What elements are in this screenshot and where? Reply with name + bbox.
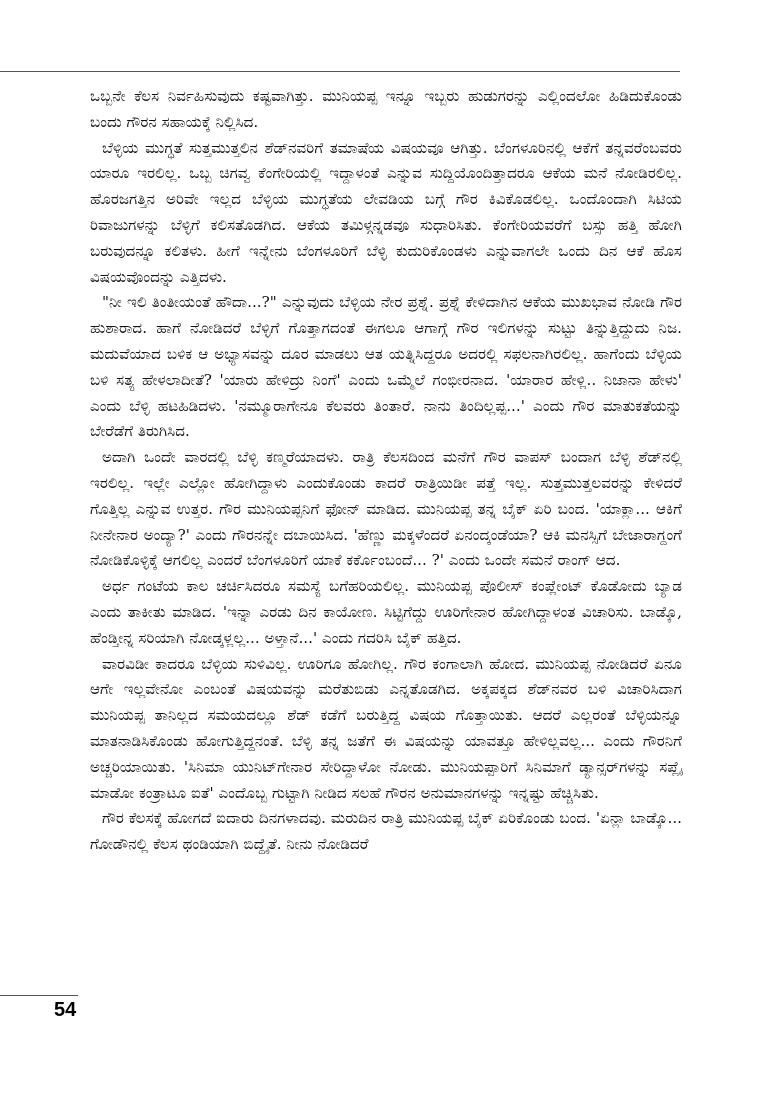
paragraph: ವಾರವಿಡೀ ಕಾದರೂ ಬೆಳ್ಳಿಯ ಸುಳಿವಿಲ್ಲ. ಊರಿಗೂ ಹೋಗಿಲ್ಲ. ಗೌರ ಕಂಗಾಲಾಗಿ ಹೋದ. ಮುನಿಯಪ್ಪ ನೋಡಿದರೆ ಏನೂ ಆಗೇ ಇಲ್ಲವೇನೋ ಎಂಬಂತೆ ವಿಷಯವನ್ನು ಮರೆತುಬಿಡು ಎನ್ನತೊಡಗಿದ. ಅಕ್ಕಪಕ್ಕದ ಶೆಡ್‌ನವರ ಬಳಿ ವಿಚಾರಿಸಿದಾಗ ಮುನಿಯಪ್ಪ ತಾನಿಲ್ಲದ ಸಮಯದಲ್ಲೂ ಶೆಡ್ ಕಡೆಗೆ ಬರುತ್ತಿದ್ದ ವಿಷಯ ಗೊತ್ತಾಯಿತು. ಆದರೆ ಎಲ್ಲರಂತೆ ಬೆಳ್ಳಿಯನ್ನೂ ಮಾತನಾಡಿಸಿಕೊಂಡು ಹೋಗುತ್ತಿದ್ದನಂತೆ. ಬೆಳ್ಳಿ ತನ್ನ ಜತೆಗೆ ಈ ವಿಷಯನ್ನು ಯಾವತ್ತೂ ಹೇಳಿಲ್ಲವಲ್ಲ... ಎಂದು ಗೌರನಿಗೆ ಅಚ್ಚರಿಯಾಯಿತು. 'ಸಿನಿಮಾ ಯುನಿಟ್‌ಗೇನಾರ ಸೇರಿದ್ದಾಳೋ ನೋಡು. ಮುನಿಯಪ್ಪಾರಿಗೆ ಸಿನಿಮಾಗೆ ಡ್ಯಾನ್ಸರ್‌ಗಳನ್ನು ಸಪ್ಲೈ ಮಾಡೋ ಕಂತ್ರಾಟೂ ಐತೆ' ಎಂದೊಬ್ಬ ಗುಟ್ಟಾಗಿ ನೀಡಿದ ಸಲಹೆ ಗೌರನ ಅನುಮಾನಗಳನ್ನು ಇನ್ನಷ್ಟು ಹೆಚ್ಚಿಸಿತು. [90, 654, 682, 802]
paragraph: ಒಬ್ಬನೇ ಕೆಲಸ ನಿರ್ವಹಿಸುವುದು ಕಷ್ಟವಾಗಿತ್ತು. ಮುನಿಯಪ್ಪ ಇನ್ನೂ ಇಬ್ಬರು ಹುಡುಗರನ್ನು ಎಲ್ಲಿಂದಲೋ ಹಿಡಿದುಕೊಂಡು ಬಂದು ಗೌರನ ಸಹಾಯಕ್ಕೆ ನಿಲ್ಲಿಸಿದ. [90, 87, 682, 131]
paragraph: ಗೌರ ಕೆಲಸಕ್ಕೆ ಹೋಗದೆ ಐದಾರು ದಿನಗಳಾದವು. ಮರುದಿನ ರಾತ್ರಿ ಮುನಿಯಪ್ಪ ಬೈಕ್ ಏರಿಕೊಂಡು ಬಂದ. 'ಏನ್ಲಾ ಬಾಡ್ಕೊ... ಗೋಡೌನಲ್ಲಿ ಕೆಲಸ ಥಂಡಿಯಾಗಿ ಬಿದ್ದೈತೆ. ನೀನು ನೋಡಿದರೆ [90, 809, 682, 854]
paragraph: ಬೆಳ್ಳಿಯ ಮುಗ್ಧತೆ ಸುತ್ತಮುತ್ತಲಿನ ಶೆಡ್‌ನವರಿಗೆ ತಮಾಷೆಯ ವಿಷಯವೂ ಆಗಿತ್ತು. ಬೆಂಗಳೂರಿನಲ್ಲಿ ಆಕೆಗೆ ತನ್ನವರೆಂಬವರು ಯಾರೂ ಇರಲಿಲ್ಲ. ಒಬ್ಬ ಚಿಗವ್ವ ಕೆಂಗೇರಿಯಲ್ಲಿ ಇದ್ದಾಳಂತೆ ಎನ್ನುವ ಸುದ್ದಿಯೊಂದಿತ್ತಾದರೂ ಆಕೆಯ ಮನೆ ನೋಡಿರಲಿಲ್ಲ. ಹೊರಜಗತ್ತಿನ ಅರಿವೇ ಇಲ್ಲದ ಬೆಳ್ಳಿಯ ಮುಗ್ಧತೆಯ ಲೇವಡಿಯ ಬಗ್ಗೆ ಗೌರ ಕಿವಿಕೊಡಲಿಲ್ಲ. ಒಂದೊಂದಾಗಿ ಸಿಟಿಯ ರಿವಾಜುಗಳನ್ನು ಬೆಳ್ಳಿಗೆ ಕಲಿಸತೊಡಗಿದ. ಆಕೆಯ ತಮಿಳ್ಗನ್ನಡವೂ ಸುಧಾರಿಸಿತು. ಕೆಂಗೇರಿಯವರೆಗೆ ಬಸ್ಸು ಹತ್ತಿ ಹೋಗಿ ಬರುವುದನ್ನೂ ಕಲಿತಳು. ಹೀಗೆ ಇನ್ನೇನು ಬೆಂಗಳೂರಿಗೆ ಬೆಳ್ಳಿ ಕುದುರಿಕೊಂಡಳು ಎನ್ನುವಾಗಲೇ ಒಂದು ದಿನ ಆಕೆ ಹೊಸ ವಿಷಯವೊಂದನ್ನು ಎತ್ತಿದಳು. [90, 138, 682, 286]
paragraph: "ನೀ ಇಲಿ ತಿಂತೀಯಂತೆ ಹೌದಾ...?" ಎನ್ನುವುದು ಬೆಳ್ಳಿಯ ನೇರ ಪ್ರಶ್ನೆ. ಪ್ರಶ್ನೆ ಕೇಳಿದಾಗಿನ ಆಕೆಯ ಮುಖಭಾವ ನೋಡಿ ಗೌರ ಹುಶಾರಾದ. ಹಾಗೆ ನೋಡಿದರೆ ಬೆಳ್ಳಿಗೆ ಗೊತ್ತಾಗದಂತೆ ಈಗಲೂ ಆಗಾಗ್ಗೆ ಗೌರ ಇಲಿಗಳನ್ನು ಸುಟ್ಟು ತಿನ್ನುತ್ತಿದ್ದುದು ನಿಜ. ಮದುವೆಯಾದ ಬಳಿಕ ಆ ಅಭ್ಯಾಸವನ್ನು ದೂರ ಮಾಡಲು ಆತ ಯತ್ನಿಸಿದ್ದರೂ ಅದರಲ್ಲಿ ಸಫಲನಾಗಿರಲಿಲ್ಲ. ಹಾಗೆಂದು ಬೆಳ್ಳಿಯ ಬಳಿ ಸತ್ಯ ಹೇಳಲಾದೀತೆ? 'ಯಾರು ಹೇಳಿದ್ರು ನಿಂಗೆ' ಎಂದು ಒಮ್ಮೆಲೆ ಗಂಭೀರನಾದ. 'ಯಾರಾರ ಹೇಳ್ಲಿ.. ನಿಜಾನಾ ಹೇಳು' ಎಂದು ಬೆಳ್ಳಿ ಹಟಹಿಡಿದಳು. 'ನಮ್ಮೂರಾಗೇನೂ ಕೆಲವರು ತಿಂತಾರೆ. ನಾನು ತಿಂದಿಲ್ಲಪ್ಪ...' ಎಂದು ಗೌರ ಮಾತುಕತೆಯನ್ನು ಬೇರೆಡೆಗೆ ತಿರುಗಿಸಿದ. [90, 293, 682, 441]
footer-divider [0, 995, 78, 996]
top-divider [0, 71, 680, 72]
page-number: 54 [54, 999, 77, 1021]
paragraph: ಅದಾಗಿ ಒಂದೇ ವಾರದಲ್ಲಿ ಬೆಳ್ಳಿ ಕಣ್ಮರೆಯಾದಳು. ರಾತ್ರಿ ಕೆಲಸದಿಂದ ಮನೆಗೆ ಗೌರ ವಾಪಸ್ ಬಂದಾಗ ಬೆಳ್ಳಿ ಶೆಡ್‌ನಲ್ಲಿ ಇರಲಿಲ್ಲ. ಇಲ್ಲೇ ಎಲ್ಲೋ ಹೋಗಿದ್ದಾಳು ಎಂದುಕೊಂಡು ಕಾದರೆ ರಾತ್ರಿಯಿಡೀ ಪತ್ತೆ ಇಲ್ಲ. ಸುತ್ತಮುತ್ತಲವರನ್ನು ಕೇಳಿದರೆ ಗೊತ್ತಿಲ್ಲ ಎನ್ನುವ ಉತ್ತರ. ಗೌರ ಮುನಿಯಪ್ಪನಿಗೆ ಫೋನ್ ಮಾಡಿದ. ಮುನಿಯಪ್ಪ ತನ್ನ ಬೈಕ್ ಏರಿ ಬಂದ. 'ಯಾಕ್ಲಾ... ಆಕಿಗೆ ನೀನೇನಾರ ಅಂದ್ಯಾ?' ಎಂದು ಗೌರನನ್ನೇ ದಬಾಯಿಸಿದ. 'ಹೆಣ್ಣು ಮಕ್ಕಳೆಂದರೆ ಏನಂದ್ಕಂಡೆಯಾ? ಆಕಿ ಮನಸ್ಸಿಗೆ ಬೇಜಾರಾಗ್ದಂಗೆ ನೋಡಿಕೊಳ್ಳಿಕ್ಕೆ ಆಗಲಿಲ್ಲ ಎಂದರೆ ಬೆಂಗಳೂರಿಗೆ ಯಾಕೆ ಕರ್ಕೊಂಬಂದೆ... ?' ಎಂದು ಒಂದೇ ಸಮನೆ ರಾಂಗ್ ಆದ. [90, 448, 682, 570]
paragraph: ಅರ್ಧ ಗಂಟೆಯ ಕಾಲ ಚರ್ಚಿಸಿದರೂ ಸಮಸ್ಯೆ ಬಗೆಹರಿಯಲಿಲ್ಲ. ಮುನಿಯಪ್ಪ ಪೊಲೀಸ್ ಕಂಪ್ಲೇಂಟ್ ಕೊಡೋದು ಬ್ಯಾಡ ಎಂದು ತಾಕೀತು ಮಾಡಿದ. 'ಇನ್ನಾ ಎರಡು ದಿನ ಕಾಯೋಣ. ಸಿಟ್ಟಿಗೆದ್ದು ಊರಿಗೇನಾರ ಹೋಗಿದ್ದಾಳಂತ ವಿಚಾರಿಸು. ಬಾಡ್ಕೊ, ಹೆಂಡ್ತೀನ್ನ ಸರಿಯಾಗಿ ನೋಡ್ಕಳ್ಲಲ್ಲ... ಅಳ್ತಾನೆ...' ಎಂದು ಗದರಿಸಿ ಬೈಕ್ ಹತ್ತಿದ. [90, 577, 682, 647]
body-text [90, 84, 682, 858]
